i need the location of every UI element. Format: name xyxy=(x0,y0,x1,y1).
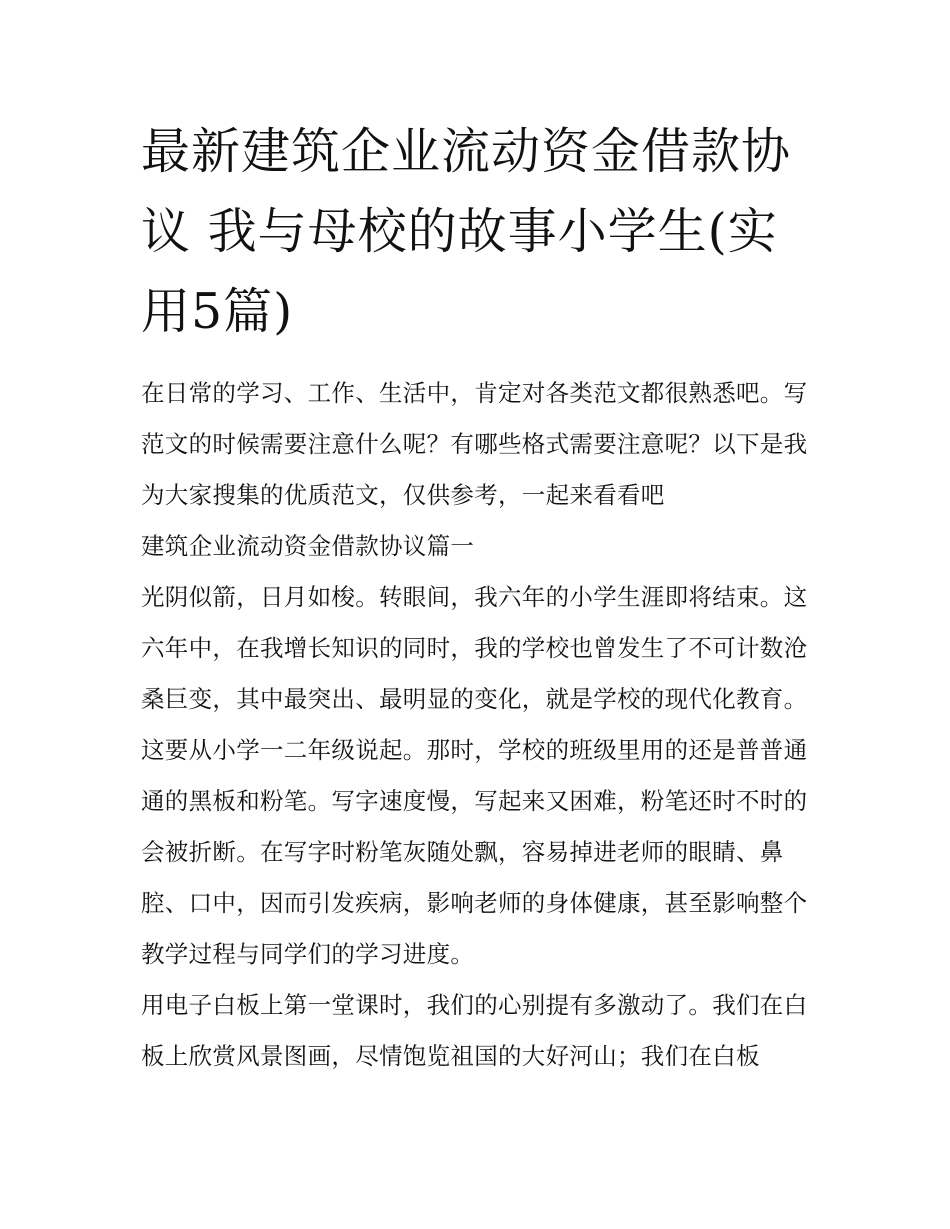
document-body xyxy=(141,112,813,1082)
document-title: 最新建筑企业流动资金借款协议 我与母校的故事小学生(实用5篇) xyxy=(141,123,792,340)
section-heading: 建筑企业流动资金借款协议篇一 xyxy=(141,532,475,560)
body-paragraph: 这要从小学一二年级说起。那时，学校的班级里用的还是普普通通的黑板和粉笔。写字速度慢，写起来又困难，粉笔还时不时的会被折断。在写字时粉笔灰随处飘，容易掉进老师的眼睛、鼻腔、口中，因而引发疾病，影响老师的身体健康，甚至影响整个教学过程与同学们的学习进度。 xyxy=(141,736,808,968)
intro-paragraph: 在日常的学习、工作、生活中，肯定对各类范文都很熟悉吧。写范文的时候需要注意什么呢？有哪些格式需要注意呢？以下是我为大家搜集的优质范文，仅供参考，一起来看看吧 xyxy=(141,379,808,509)
body-paragraph: 用电子白板上第一堂课时，我们的心别提有多激动了。我们在白板上欣赏风景图画，尽情饱览祖国的大好河山；我们在白板 xyxy=(141,991,808,1070)
body-paragraph: 光阴似箭，日月如梭。转眼间，我六年的小学生涯即将结束。这六年中，在我增长知识的同时，我的学校也曾发生了不可计数沧桑巨变，其中最突出、最明显的变化，就是学校的现代化教育。 xyxy=(141,583,808,713)
